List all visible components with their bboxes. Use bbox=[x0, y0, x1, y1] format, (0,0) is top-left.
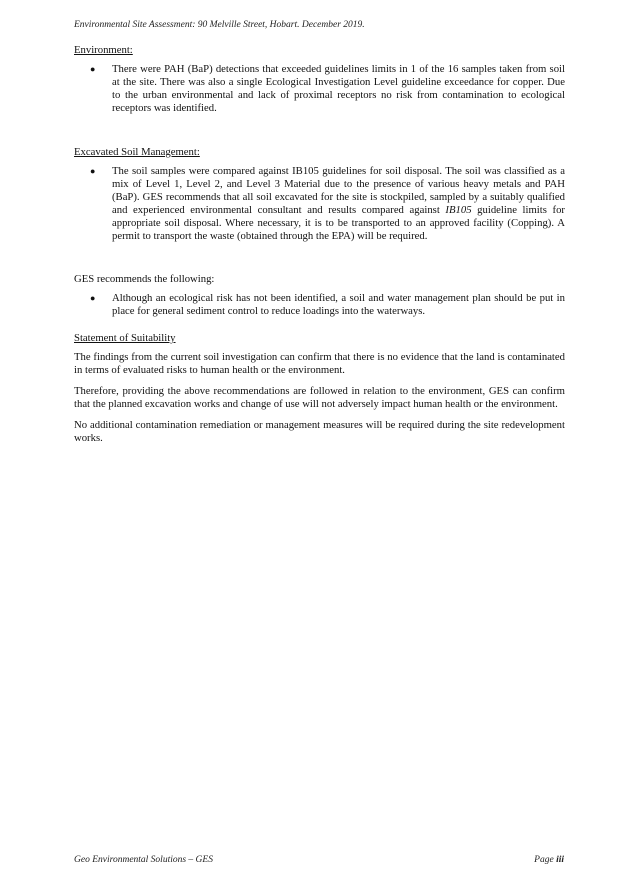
list-item bbox=[74, 165, 565, 243]
environment-heading: Environment: bbox=[74, 44, 133, 56]
excavated-bullet-text-part1: The soil samples were compared against IB105 guidelines for soil disposal. The soil was classified as a mix of Level 1, Level 2, and Level 3 Material due to the presence of various heavy metals and PAH (BaP). GES recommends that all soil excavated for the site is stockpiled, sampled by a suitably qualified and experienced environmental consultant and results compared against bbox=[112, 165, 565, 216]
footer-company: Geo Environmental Solutions – GES bbox=[74, 855, 213, 865]
recommendations-list bbox=[74, 292, 565, 318]
document-body bbox=[74, 44, 565, 453]
excavated-bullet-italic-ref: IB105 bbox=[445, 204, 472, 216]
list-item bbox=[74, 63, 565, 115]
page-label: Page bbox=[534, 855, 554, 865]
excavated-soil-list bbox=[74, 165, 565, 243]
environment-bullet-text: There were PAH (BaP) detections that exceeded guidelines limits in 1 of the 16 samples taken from soil at the site. There was also a single Ecological Investigation Level guideline exceedance for copper. Due to the urban environmental and lack of proximal receptors no risk from contamination to ecological receptors was identified. bbox=[112, 63, 565, 114]
suitability-heading: Statement of Suitability bbox=[74, 332, 176, 344]
footer-page-number bbox=[534, 855, 564, 865]
recommendations-heading: GES recommends the following: bbox=[74, 273, 215, 285]
suitability-paragraph: No additional contamination remediation or management measures will be required during the site redevelopment works. bbox=[74, 419, 565, 444]
bullet-icon: ● bbox=[90, 64, 96, 74]
environment-list bbox=[74, 63, 565, 115]
suitability-paragraph: The findings from the current soil investigation can confirm that there is no evidence that the land is contaminated in terms of evaluated risks to human health or the environment. bbox=[74, 351, 565, 376]
bullet-icon: ● bbox=[90, 293, 96, 303]
page-number: iii bbox=[556, 855, 564, 865]
excavated-bullet-text-part2: guideline limits for appropriate soil disposal. Where necessary, it is to be transported to an approved facility (Copping). A permit to transport the waste (obtained through the EPA) will be required. bbox=[112, 204, 565, 242]
bullet-icon: ● bbox=[90, 166, 96, 176]
running-header: Environmental Site Assessment: 90 Melville Street, Hobart. December 2019. bbox=[74, 20, 365, 30]
list-item bbox=[74, 292, 565, 318]
excavated-soil-heading: Excavated Soil Management: bbox=[74, 146, 200, 158]
suitability-paragraph: Therefore, providing the above recommendations are followed in relation to the environment, GES can confirm that the planned excavation works and change of use will not adversely impact human health or the environment. bbox=[74, 385, 565, 410]
recommendation-bullet-text: Although an ecological risk has not been identified, a soil and water management plan should be put in place for general sediment control to reduce loadings into the waterways. bbox=[112, 292, 565, 317]
